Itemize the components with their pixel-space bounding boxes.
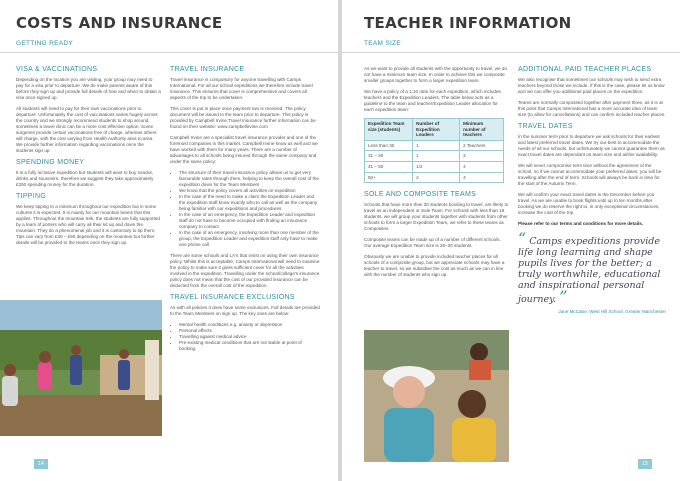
terms-note: Please refer to our terms and conditions for more details.	[518, 221, 644, 226]
section-heading-exclusions: TRAVEL INSURANCE EXCLUSIONS	[170, 294, 295, 301]
list-item: • The structure of their travel insurance policy allows us to get very favourable rates through them, helping to keep the overall cost of the expedition down for the Team Members	[179, 170, 320, 188]
paragraph: Campbell Irvine are a specialist travel insurance provider and one of the foremost companies in this market. Campbell Irvine know us well and we have worked with them for many years. There are a number of advantages to all schools being insured through the same company and under the same policy:	[170, 135, 318, 164]
table-cell: Less than 30	[365, 140, 413, 151]
table-cell: 50+	[365, 172, 413, 183]
close-quote-mark: ”	[559, 287, 568, 306]
insurance-advantages-list	[170, 170, 320, 248]
right-column-1	[364, 66, 509, 283]
table-row	[365, 140, 504, 151]
table-cell: 2 Teachers	[460, 140, 504, 151]
testimonial-quote	[518, 229, 666, 306]
table-cell: 1/2	[413, 161, 460, 172]
paragraph: Composite teams can be made up of a number of different schools. Our average Expedition Team size is 25–30 students.	[364, 237, 501, 249]
paragraph: All students will need to pay for their own vaccinations prior to departure. Unfortunately the cost of vaccinations varies hugely across the country and we strongly recommend students to shop around, sometimes a travel clinic can be a more cost effective option. Some surgeries provide certain vaccinations free of charge, whereas others will charge, with the cost varying from Health Authority area to area. We provide further information regarding vaccinations once the students sign up.	[16, 106, 158, 153]
left-column-1	[16, 66, 161, 251]
list-item: • Travelling against medical advice	[179, 334, 320, 340]
students-working-photo	[0, 300, 162, 436]
table-cell: 1	[413, 151, 460, 162]
page-number: 14	[34, 459, 48, 469]
page-title: TEACHER INFORMATION	[364, 14, 572, 32]
table-cell: 41 – 50	[365, 161, 413, 172]
left-page-header	[0, 0, 338, 53]
paragraph: We will never compromise term time without the agreement of the school, so if we cannot accommodate your preferred dates, you will be travelling after the end of term. Schools will always be back in time for the start of the Autumn Term.	[518, 163, 662, 186]
paragraph: Travel insurance is compulsory for anyone travelling with Camps International. For all our school expeditions we therefore include travel insurance. This ensures that cover is comprehensive and covers all aspects of the trip to be undertaken.	[170, 77, 313, 100]
section-heading-spending: SPENDING MONEY	[16, 159, 85, 166]
team-size-table	[364, 118, 504, 183]
exclusions-list	[170, 322, 320, 352]
left-page	[0, 0, 338, 481]
paragraph: In the summer term prior to departure we ask schools for their earliest and latest preferred travel dates. We try our best to accommodate the needs of all our schools, but unfortunately we cannot guarantee them as exact travel dates are dependant on team size and airline availability.	[518, 134, 665, 157]
section-heading-visa: VISA & VACCINATIONS	[16, 66, 98, 73]
students-photo-illustration	[0, 300, 162, 436]
quote-text: Camps expeditions provide life long learning and shape pupils lives for the better; a truly worthwhile, educational and inspirational personal journey.	[518, 236, 661, 305]
paragraph: Schools that have more than 20 students booking to travel, are likely to travel as an independent or Sole Team. For schools with less than 18 students, we will group your students together with students from other schools to form a larger Expedition Team, we refer to these teams as Composites.	[364, 202, 509, 232]
page-title: COSTS AND INSURANCE	[16, 14, 223, 32]
list-item: • In the case of an emergency, the Expedition Leader and expedition staff do not have to become occupied with finding an insurance company to contact	[179, 212, 320, 230]
list-item: • In the case of the need to make a claim the Expedition Leader and the expedition staff know exactly who to call as well as the company being familiar with our expeditions and procedures	[179, 194, 320, 212]
table-cell: 4	[460, 161, 504, 172]
right-page-header	[342, 0, 680, 53]
table-cell: 2	[413, 172, 460, 183]
table-header-row	[365, 119, 504, 141]
table-header: Number of Expedition Leaders	[413, 119, 460, 141]
open-quote-mark: “	[518, 229, 527, 248]
paragraph: We keep tipping to a minimum throughout our expedition but in some cultures it is expected. It is mainly for our mountain teams that this applies. Throughout the mountain trek, the students are fully supported by a team of porters who will carry all their kit up and down the mountain. They do a phenomenal job and it is customary to tip them. Tips can vary from £40 – £60 depending on the mountain but further details will be provided to the teams once they sign up.	[16, 204, 160, 245]
right-page	[342, 0, 680, 481]
paragraph: As with all policies it does have some exclusions. Full details are provided to the Team Members on sign up. The key ones are below:	[170, 305, 320, 316]
list-item: • In the case of an emergency, involving more than one member of the group, the Expedition Leader and expedition staff only have to make one phone call.	[179, 230, 320, 248]
list-item: • Personal effects	[179, 328, 320, 334]
table-cell: 3	[460, 151, 504, 162]
right-column-2	[518, 66, 666, 314]
quote-attribution: Jane McCabe, West Hill School, Greater Manchester	[558, 309, 666, 314]
paragraph: Obviously we are unable to provide included teacher places for all schools of a composite group, but we appreciate schools may have a teacher to travel, so we subsidise the cost as much as we can in line with the number of students who sign up.	[364, 254, 505, 278]
table-row	[365, 161, 504, 172]
table-header: Expedition Team size (students)	[365, 119, 413, 141]
section-heading-sole-composite: SOLE AND COMPOSITE TEAMS	[364, 191, 477, 199]
paragraph: Teams are normally composited together after payment three, as it is at this point that Camps International has a more accurate idea of team size (to allow for cancellations) and can confirm included teacher places.	[518, 100, 666, 117]
paragraph: This cover is put in place once payment two is received. The policy document will be issued to the team prior to departure. This policy is provided by Campbell Irvine Travel Insurance further information can be found on their website: www.campbellirvine.com	[170, 106, 316, 129]
section-heading-travel-dates: TRAVEL DATES	[518, 123, 573, 130]
paragraph: As we want to provide all students with the opportunity to travel, we do not have a minimum team size. In order to achieve this we composite smaller groups together to form a larger expedition team.	[364, 66, 507, 83]
paragraph: There are some schools and LA's that insist on using their own insurance policy. Whilst this is acceptable, Camps International will need to examine the policy to make sure it gives sufficient cover for all the activities involved in the expedition. Travelling under the school/college's insurance policy does not mean that the cost of our provided insurance can be deducted from the overall cost of the expedition.	[170, 253, 320, 288]
paragraph: We also recognise that sometimes our schools may wish to send extra teachers beyond those we include. If this is the case, please let us know and we can offer you additional paid places on the expedition.	[518, 77, 665, 94]
section-heading-additional-places: ADDITIONAL PAID TEACHER PLACES	[518, 66, 652, 73]
page-subtitle: GETTING READY	[16, 40, 73, 47]
page-number: 15	[638, 459, 652, 469]
paragraph: We have a policy of a 1:10 ratio for each expedition, which includes teachers and the Expedition Leaders. The table below acts as a guideline to the team and teacher/Expedition Leader allocation for each expedition team:	[364, 89, 501, 112]
page-subtitle: TEAM SIZE	[364, 40, 402, 47]
list-item: • Mental health conditions e.g. anxiety or depression	[179, 322, 320, 328]
table-cell: 31 – 40	[365, 151, 413, 162]
table-row	[365, 151, 504, 162]
teacher-photo-illustration	[364, 330, 509, 462]
list-item: • We know that the policy covers all activities on expedition	[179, 188, 320, 194]
table-cell: 1	[413, 140, 460, 151]
table-header: Minimum number of teachers	[460, 119, 504, 141]
paragraph: Depending on the location you are visiting, your group may need to pay for a visa prior to departure. We do make parents aware of this before they sign up and provide full details of how and when to obtain a visa once signed up.	[16, 77, 161, 100]
paragraph: We will confirm your exact travel dates in the December before you travel. As we are unable to book flights until up to ten months after booking we do reserve the right to, in only exceptional circumstances, increase the cost of the trip.	[518, 192, 660, 215]
table-cell: 4	[460, 172, 504, 183]
left-column-2	[170, 66, 320, 357]
table-row	[365, 172, 504, 183]
paragraph: It is a fully inclusive expedition but students will want to buy snacks, drinks and souvenirs, therefore we suggest they take approximately £250 spending money for the duration.	[16, 170, 154, 187]
section-heading-tipping: TIPPING	[16, 193, 47, 200]
teacher-with-child-photo	[364, 330, 509, 462]
list-item: • Pre-existing medical conditions that are not stable at point of booking.	[179, 340, 320, 352]
section-heading-travel-insurance: TRAVEL INSURANCE	[170, 66, 245, 73]
